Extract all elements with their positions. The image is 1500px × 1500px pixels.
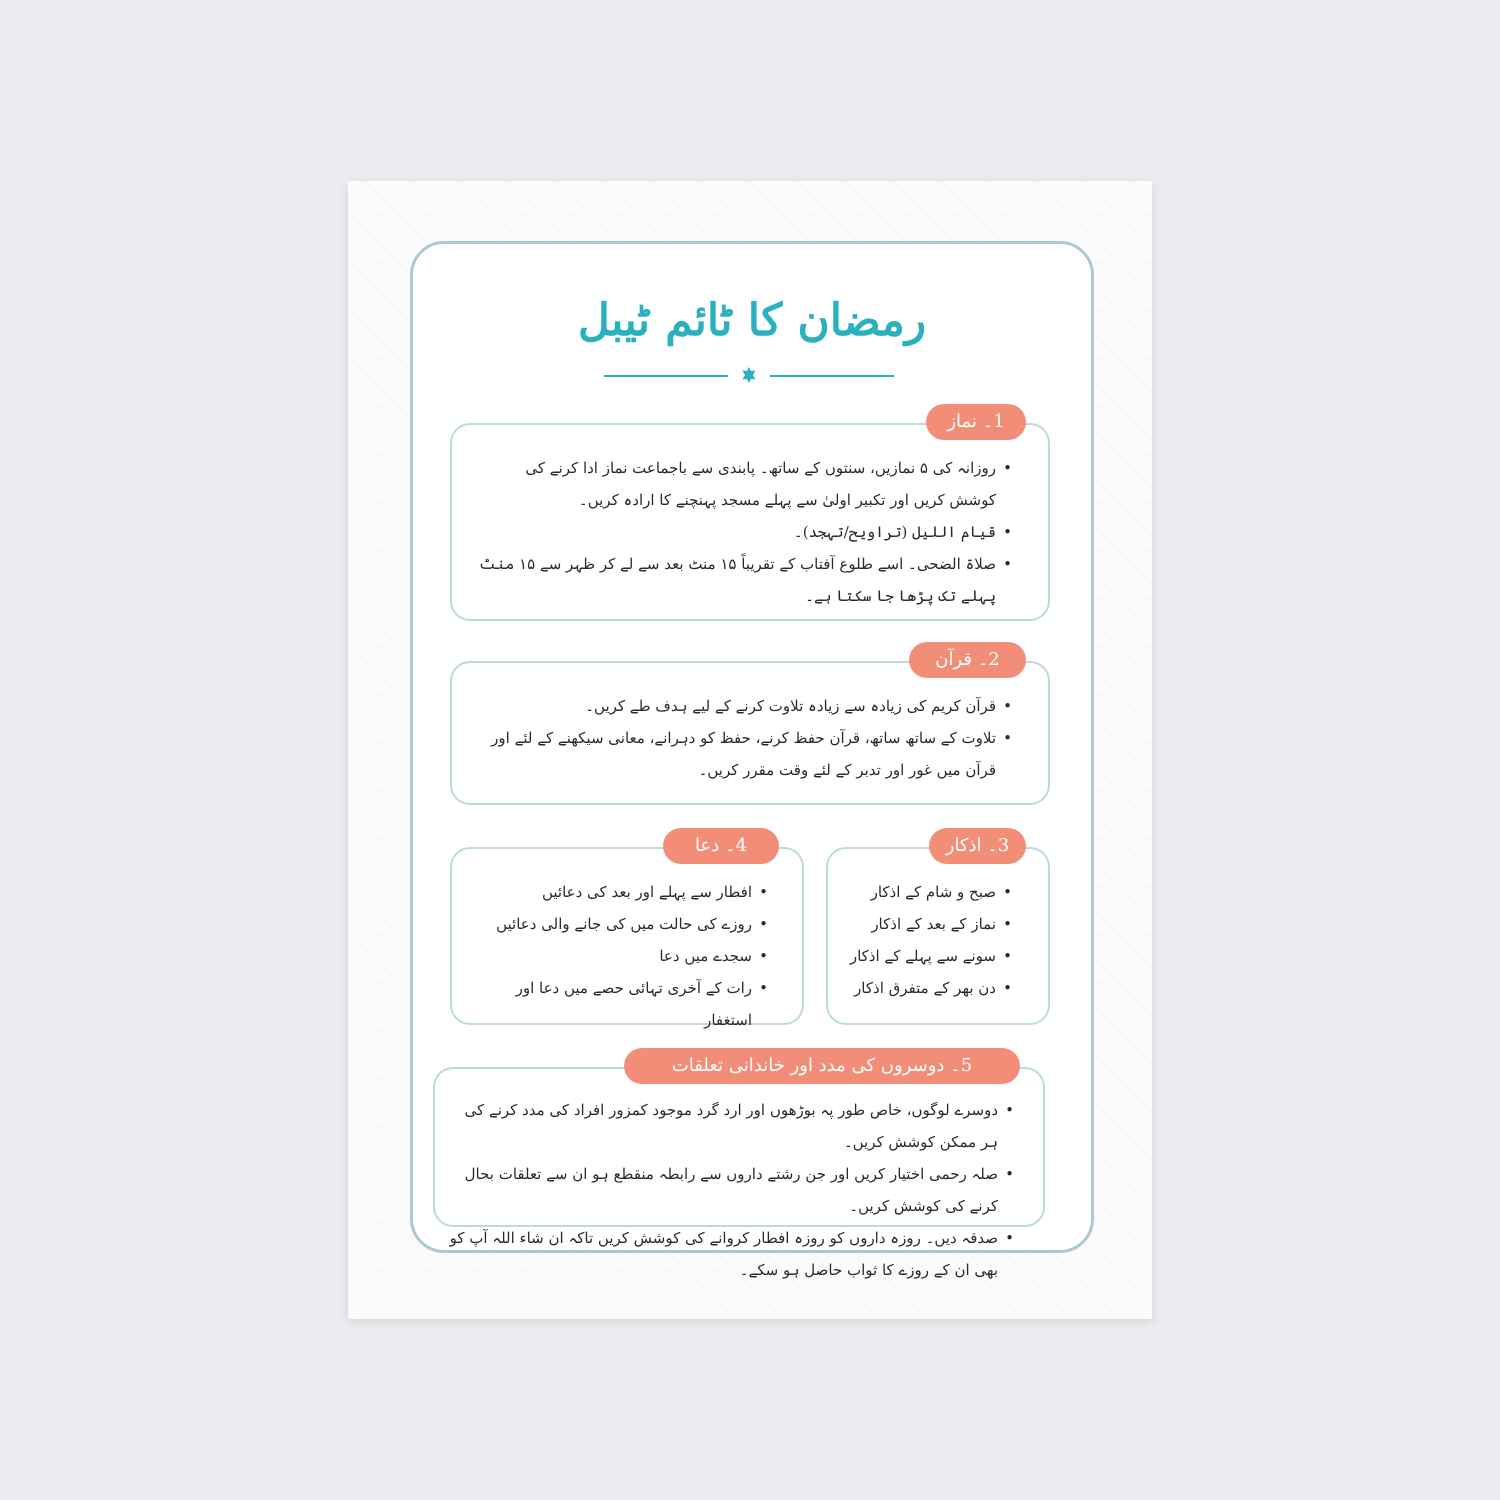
namaz-heading: 1۔ نماز xyxy=(926,404,1026,440)
divider-line-left xyxy=(604,375,728,377)
list-item: • صبح و شام کے اذکار xyxy=(842,876,1012,908)
list-item: • تلاوت کے ساتھ ساتھ، قرآن حفظ کرنے، حفظ کو دہرانے، معانی سیکھنے کے لئے اور قرآن میں غور اور تدبر کے لئے وقت مقرر کریں۔ xyxy=(478,722,1012,786)
list-item: • روزانہ کی ۵ نمازیں، سنتوں کے ساتھ۔ پابندی سے باجماعت نماز ادا کرنے کی کوشش کریں اور تکبیر اولیٰ سے پہلے مسجد پہنچنے کا ارادہ کریں۔ xyxy=(478,452,1012,516)
list-item: • صلہ رحمی اختیار کریں اور جن رشتے داروں سے رابطہ منقطع ہو ان سے تعلقات بحال کرنے کی کوشش کریں۔ xyxy=(444,1158,1014,1222)
list-item: • رات کے آخری تہائی حصے میں دعا اور استغفار xyxy=(470,972,768,1036)
list-item: • قرآن کریم کی زیادہ سے زیادہ تلاوت کرنے کے لیے ہدف طے کریں۔ xyxy=(478,690,1012,722)
list-item: • روزے کی حالت میں کی جانے والی دعائیں xyxy=(470,908,768,940)
quran-heading: 2۔ قرآن xyxy=(909,642,1026,678)
page-title: رمضان کا ٹائم ٹیبل xyxy=(577,295,927,346)
list-item: • صدقہ دیں۔ روزہ داروں کو روزہ افطار کروانے کی کوشش کریں تاکہ ان شاء اللہ آپ کو بھی ان کے روزے کا ثواب حاصل ہو سکے۔ xyxy=(444,1222,1014,1286)
list-item: • قیام اللیل (تراویح/تہجد)۔ xyxy=(478,516,1012,548)
list-item: • سونے سے پہلے کے اذکار xyxy=(842,940,1012,972)
dua-heading: 4۔ دعا xyxy=(663,828,779,864)
madad-list xyxy=(444,1094,1014,1286)
madad-heading: 5۔ دوسروں کی مدد اور خاندانی تعلقات xyxy=(624,1048,1020,1084)
star-ornament-icon xyxy=(741,367,757,383)
dua-list xyxy=(470,876,768,1036)
list-item: • دن بھر کے متفرق اذکار xyxy=(842,972,1012,1004)
azkar-heading: 3۔ اذکار xyxy=(929,828,1026,864)
list-item: • نماز کے بعد کے اذکار xyxy=(842,908,1012,940)
azkar-list xyxy=(842,876,1012,1004)
namaz-list xyxy=(478,452,1012,612)
list-item: • صلاۃ الضحی۔ اسے طلوع آفتاب کے تقریباً ۱۵ منٹ بعد سے لے کر ظہر سے ۱۵ منٹ پہلے تک پڑھا جا سکتا ہے۔ xyxy=(478,548,1012,612)
quran-list xyxy=(478,690,1012,786)
title-divider xyxy=(604,364,894,388)
list-item: • دوسرے لوگوں، خاص طور پہ بوڑھوں اور ارد گرد موجود کمزور افراد کی مدد کرنے کی ہر ممکن کوشش کریں۔ xyxy=(444,1094,1014,1158)
list-item: • افطار سے پہلے اور بعد کی دعائیں xyxy=(470,876,768,908)
list-item: • سجدے میں دعا xyxy=(470,940,768,972)
divider-line-right xyxy=(770,375,894,377)
